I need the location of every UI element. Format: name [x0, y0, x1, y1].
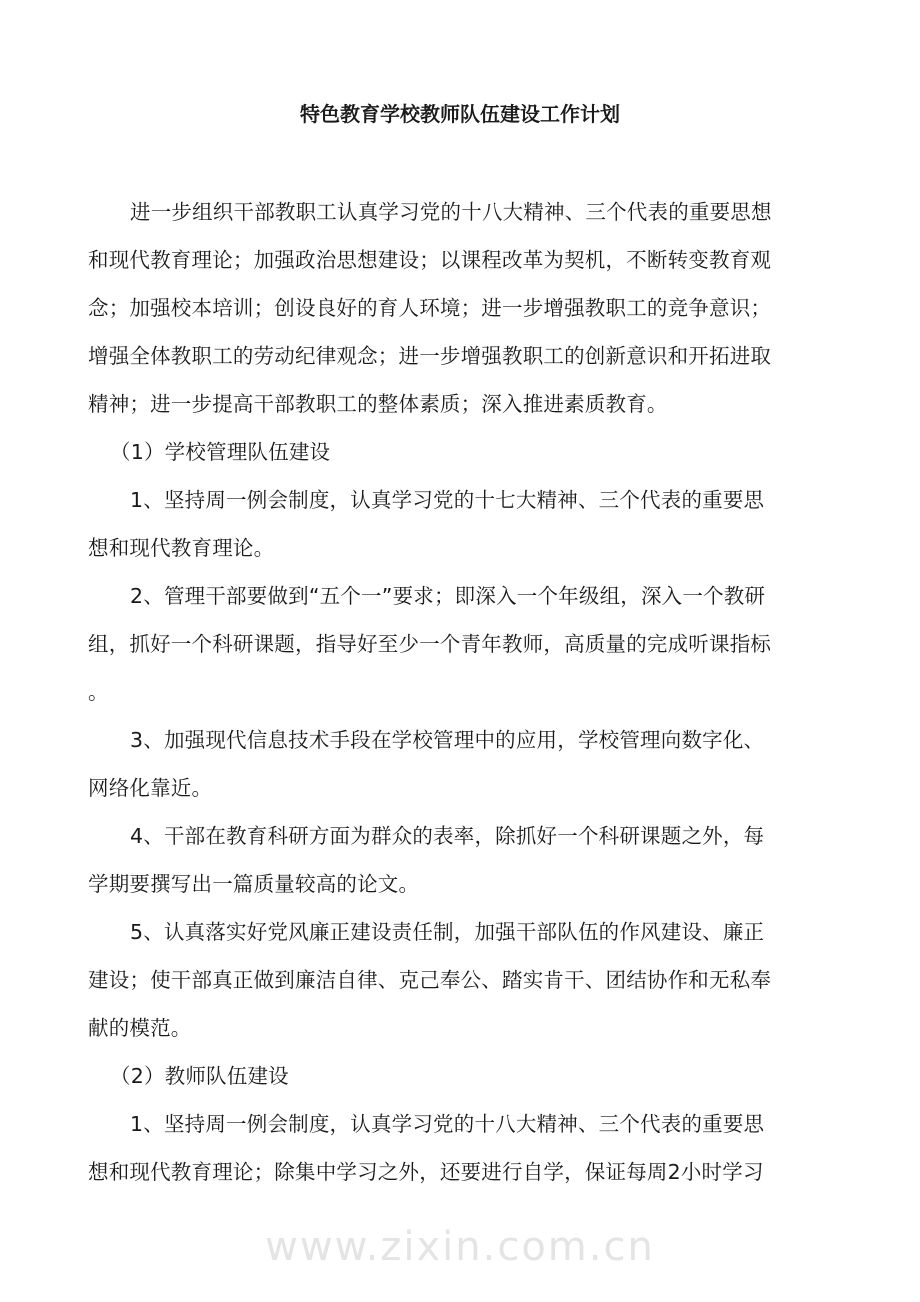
- text-line: 4、干部在教育科研方面为群众的表率，除抓好一个科研课题之外，每: [130, 824, 765, 848]
- text-line: 想和现代教育理论。: [88, 536, 275, 560]
- text-line: 献的模范。: [88, 1016, 192, 1040]
- document-title: 特色教育学校教师队伍建设工作计划: [300, 102, 620, 126]
- watermark: www.zixin.com.cn: [265, 1224, 655, 1270]
- text-line: 增强全体教职工的劳动纪律观念；进一步增强教职工的创新意识和开拓进取: [88, 344, 772, 368]
- text-line: 2、管理干部要做到“五个一”要求；即深入一个年级组，深入一个教研: [130, 584, 766, 608]
- text-line: 3、加强现代信息技术手段在学校管理中的应用，学校管理向数字化、: [130, 728, 765, 752]
- text-line: 1、坚持周一例会制度，认真学习党的十八大精神、三个代表的重要思: [130, 1112, 765, 1136]
- text-line: 精神；进一步提高干部教职工的整体素质；深入推进素质教育。: [88, 392, 668, 416]
- text-line: 。: [88, 680, 109, 704]
- text-line: 学期要撰写出一篇质量较高的论文。: [88, 872, 420, 896]
- text-line: 进一步组织干部教职工认真学习党的十八大精神、三个代表的重要思想: [130, 200, 772, 224]
- text-line: 5、认真落实好党风廉正建设责任制，加强干部队伍的作风建设、廉正: [130, 920, 765, 944]
- text-line: （1）学校管理队伍建设: [110, 440, 331, 464]
- text-line: 和现代教育理论；加强政治思想建设；以课程改革为契机，不断转变教育观: [88, 248, 772, 272]
- text-line: （2）教师队伍建设: [110, 1064, 289, 1088]
- text-line: 想和现代教育理论；除集中学习之外，还要进行自学，保证每周2小时学习: [88, 1160, 764, 1184]
- text-line: 网络化靠近。: [88, 776, 213, 800]
- text-line: 1、坚持周一例会制度，认真学习党的十七大精神、三个代表的重要思: [130, 488, 765, 512]
- text-line: 组，抓好一个科研课题，指导好至少一个青年教师，高质量的完成听课指标: [88, 632, 772, 656]
- text-line: 念；加强校本培训；创设良好的育人环境；进一步增强教职工的竞争意识；: [88, 296, 772, 320]
- document-body: [88, 188, 838, 1196]
- text-line: 建设；使干部真正做到廉洁自律、克己奉公、踏实肯干、团结协作和无私奉: [88, 968, 772, 992]
